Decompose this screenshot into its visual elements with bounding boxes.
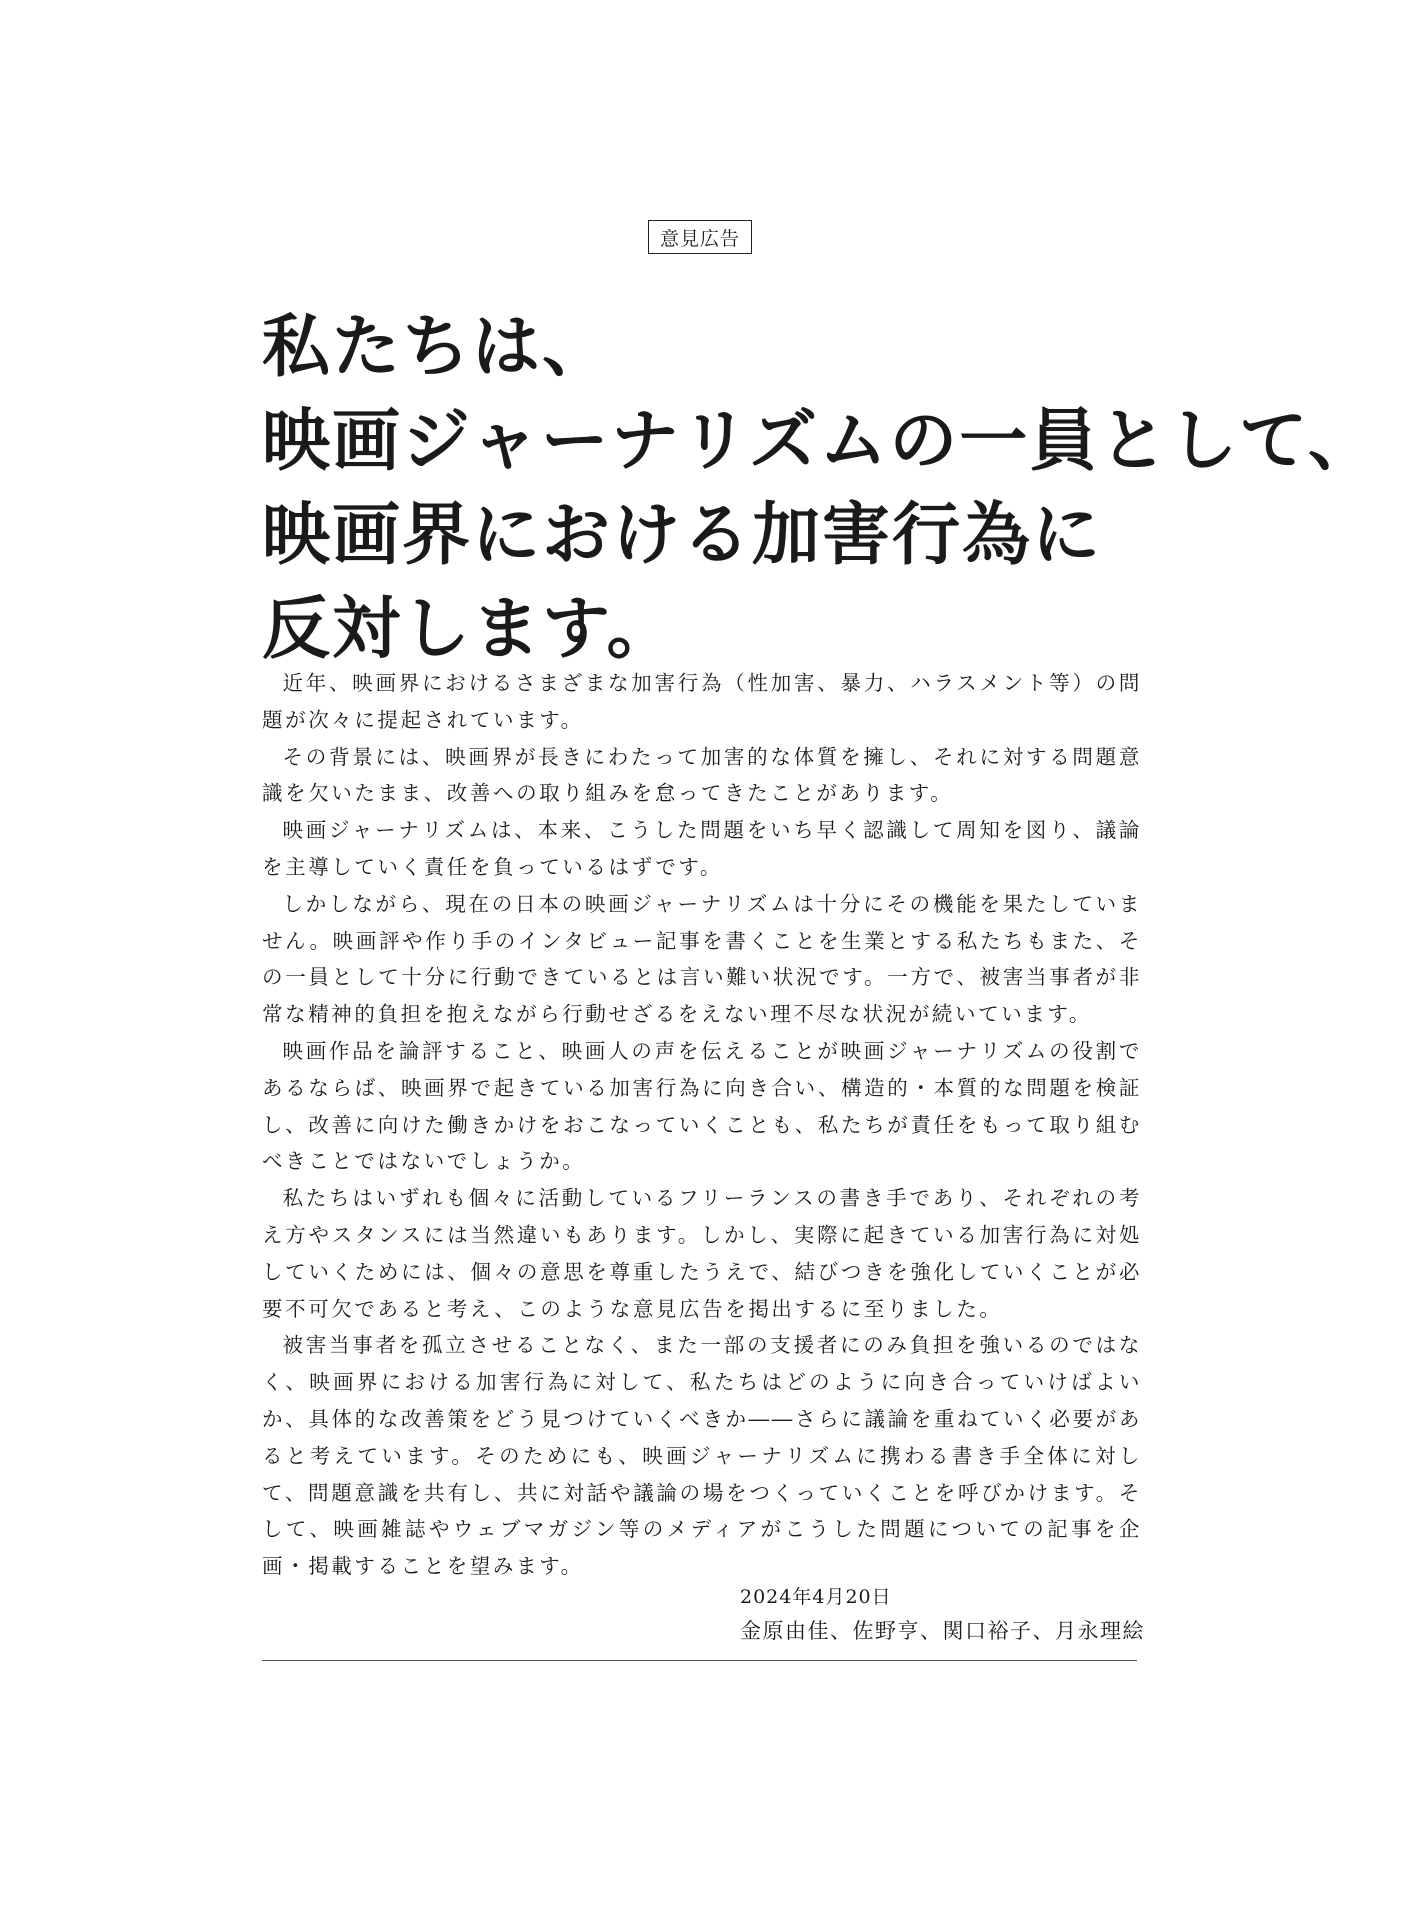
signature-date: 2024年4月20日 <box>740 1586 892 1608</box>
headline <box>262 300 1378 676</box>
signature-block <box>740 1580 1145 1648</box>
headline-line: 私たちは、 <box>262 307 613 387</box>
paragraph: その背景には、映画界が長きにわたって加害的な体質を擁し、それに対する問題意識を欠いたまま、改善への取り組みを怠ってきたことがあります。 <box>262 744 1142 806</box>
bottom-rule <box>262 1660 1137 1661</box>
paragraph: しかしながら、現在の日本の映画ジャーナリズムは十分にその機能を果たしていません。映画評や作り手のインタビュー記事を書くことを生業とする私たちもまた、その一員として十分に行動できているとは言い難い状況です。一方で、被害当事者が非常な精神的負担を抱えながら行動せざるをえない理不尽な状況が続いています。 <box>262 891 1142 1027</box>
headline-line: 映画ジャーナリズムの一員として、 <box>262 401 1378 481</box>
paragraph: 映画ジャーナリズムは、本来、こうした問題をいち早く認識して周知を図り、議論を主導していく責任を負っているはずです。 <box>262 818 1142 879</box>
paragraph: 近年、映画界におけるさまざまな加害行為（性加害、暴力、ハラスメント等）の問題が次々に提起されています。 <box>262 671 1142 732</box>
headline-line: 反対します。 <box>262 589 677 669</box>
body-text <box>262 665 1142 1585</box>
ad-label: 意見広告 <box>648 220 752 254</box>
headline-line: 映画界における加害行為に <box>262 495 1103 575</box>
paragraph: 私たちはいずれも個々に活動しているフリーランスの書き手であり、それぞれの考え方やスタンスには当然違いもあります。しかし、実際に起きている加害行為に対処していくためには、個々の意思を尊重したうえで、結びつきを強化していくことが必要不可欠であると考え、このような意見広告を掲出するに至りました。 <box>262 1186 1142 1321</box>
paragraph: 映画作品を論評すること、映画人の声を伝えることが映画ジャーナリズムの役割であるならば、映画界で起きている加害行為に向き合い、構造的・本質的な問題を検証し、改善に向けた働きかけをおこなっていくことも、私たちが責任をもって取り組むべきことではないでしょうか。 <box>262 1038 1142 1174</box>
signature-names: 金原由佳、佐野亨、関口裕子、月永理絵 <box>740 1619 1145 1643</box>
paragraph: 被害当事者を孤立させることなく、また一部の支援者にのみ負担を強いるのではなく、映画界における加害行為に対して、私たちはどのように向き合っていけばよいか、具体的な改善策をどう見つけていくべきか――さらに議論を重ねていく必要があると考えています。そのためにも、映画ジャーナリズムに携わる書き手全体に対して、問題意識を共有し、共に対話や議論の場をつくっていくことを呼びかけます。そして、映画雑誌やウェブマガジン等のメディアがこうした問題についての記事を企画・掲載することを望みます。 <box>262 1333 1142 1579</box>
